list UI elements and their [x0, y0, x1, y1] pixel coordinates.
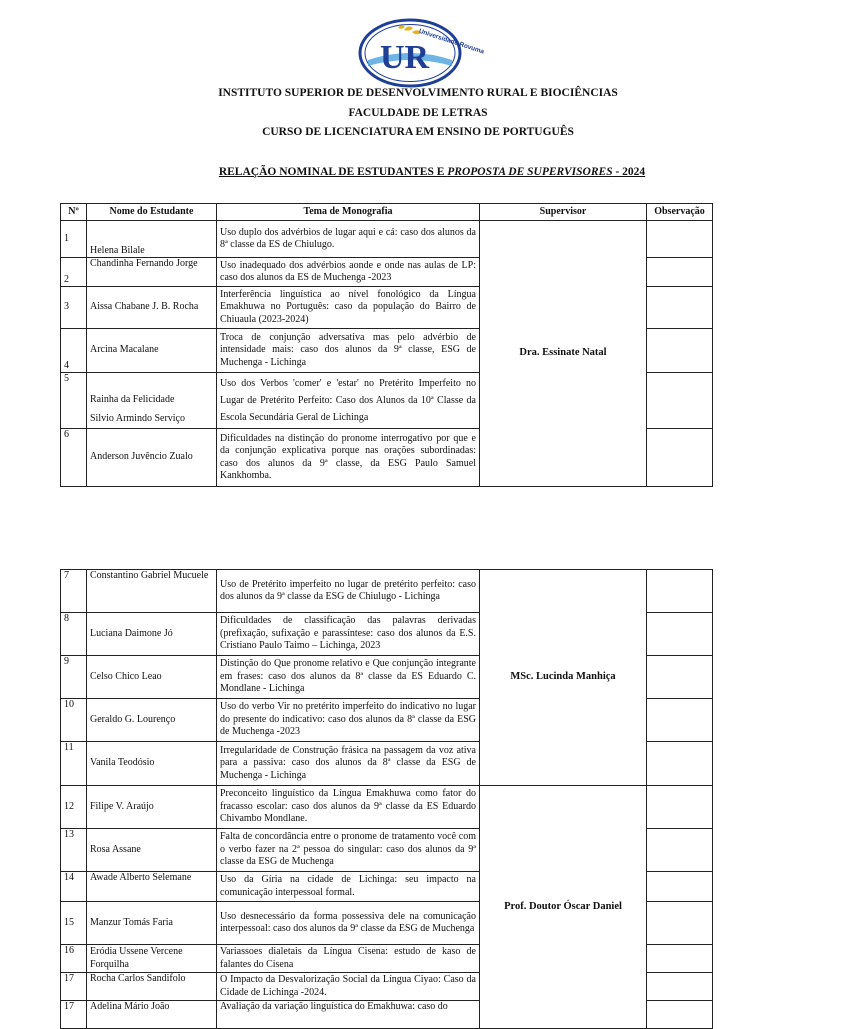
row-tema: O Impacto da Desvalorização Social da Língua Ciyao: Caso da Cidade de Lichinga -2024.	[217, 973, 480, 1001]
row-num: 7	[61, 570, 87, 613]
row-num: 3	[61, 287, 87, 329]
row-num: 17	[61, 1001, 87, 1029]
row-nome: Geraldo G. Lourenço	[87, 699, 217, 742]
row-nome: Celso Chico Leao	[87, 656, 217, 699]
observacao-cell	[647, 699, 713, 742]
row-num: 9	[61, 656, 87, 699]
row-tema: Uso do verbo Vir no pretérito imperfeito do indicativo no lugar do presente do indicativo: caso dos alunos da 8ª classe da ESG de Muchenga -2023	[217, 699, 480, 742]
row-tema: Uso da Gíria na cidade de Lichinga: seu impacto na comunicação interpessoal formal.	[217, 872, 480, 902]
observacao-cell	[647, 902, 713, 945]
col-observacao: Observação	[647, 204, 713, 221]
row-nome: Vanila Teodósio	[87, 742, 217, 786]
list-title	[0, 166, 864, 178]
observacao-cell	[647, 973, 713, 1001]
university-logo	[358, 18, 485, 88]
row-nome: Filipe V. Araújo	[87, 786, 217, 829]
row-tema: Distinção do Que pronome relativo e Que conjunção integrante em frases: caso dos alunos da 8ª classe da ES Eduardo C. Mondlane - Lichinga	[217, 656, 480, 699]
row-tema: Uso duplo dos advérbios de lugar aqui e cá: caso dos alunos da 8ª classe da ES de Chiulugo.	[217, 221, 480, 258]
row-nome: Helena Bilale	[87, 221, 217, 258]
supervisor-cell: Dra. Essinate Natal	[480, 221, 647, 487]
observacao-cell	[647, 786, 713, 829]
observacao-cell	[647, 329, 713, 373]
row-nome: Arcina Macalane	[87, 329, 217, 373]
row-num: 2	[61, 258, 87, 287]
row-num: 14	[61, 872, 87, 902]
row-tema: Avaliação da variação linguística do Emakhuwa: caso do	[217, 1001, 480, 1029]
row-num: 13	[61, 829, 87, 872]
course-name: CURSO DE LICENCIATURA EM ENSINO DE PORTUGUÊS	[262, 126, 574, 138]
row-nome: Rosa Assane	[87, 829, 217, 872]
col-nome: Nome do Estudante	[87, 204, 217, 221]
observacao-cell	[647, 656, 713, 699]
row-nome: Aissa Chabane J. B. Rocha	[87, 287, 217, 329]
row-tema: Uso inadequado dos advérbios aonde e onde nas aulas de LP: caso dos alunos da ES de Muchenga -2023	[217, 258, 480, 287]
row-num: 8	[61, 613, 87, 656]
table-row	[61, 570, 713, 613]
row-num: 6	[61, 429, 87, 487]
row-nome: Constantino Gabriel Mucuele	[87, 570, 217, 613]
row-tema: Preconceito linguístico da Língua Emakhuwa como fator do fracasso escolar: caso dos alunos da 9ª classe da ES Eduardo Chivambo Mondlane.	[217, 786, 480, 829]
row-num: 1	[61, 221, 87, 258]
observacao-cell	[647, 1001, 713, 1029]
supervisor-cell: Prof. Doutor Óscar Daniel	[480, 786, 647, 1029]
row-tema: Uso dos Verbos 'comer' e 'estar' no Pretérito Imperfeito no Lugar de Pretérito Perfeito: Caso dos Alunos da 10ª Classe da Escola Secundária Geral de Lichinga	[217, 373, 480, 429]
row-nome: Awade Alberto Selemane	[87, 872, 217, 902]
row-nome-cell	[87, 373, 217, 429]
row-tema: Dificuldades de classificação das palavras derivadas (prefixação, sufixação e parassíntese: caso dos alunos da E.S. Cristiano Paulo Taimo – Lichinga, 2023	[217, 613, 480, 656]
observacao-cell	[647, 742, 713, 786]
observacao-cell	[647, 872, 713, 902]
students-table-part-1	[60, 203, 713, 487]
row-nome: Rainha da Felicidade	[90, 394, 175, 405]
row-num: 12	[61, 786, 87, 829]
row-nome: Chandinha Fernando Jorge	[87, 258, 217, 287]
list-title-italic: PROPOSTA DE SUPERVISORES	[447, 166, 613, 178]
row-num: 10	[61, 699, 87, 742]
table-row	[61, 221, 713, 258]
row-num: 11	[61, 742, 87, 786]
col-tema: Tema de Monografia	[217, 204, 480, 221]
list-title-prefix: RELAÇÃO NOMINAL DE ESTUDANTES E	[218, 166, 448, 178]
observacao-cell	[647, 221, 713, 258]
observacao-cell	[647, 287, 713, 329]
row-tema: Interferência linguística ao nível fonológico da Língua Emakhuwa no Português: caso da população do Bairro de Chiuaula (2023-2024)	[217, 287, 480, 329]
row-num: 15	[61, 902, 87, 945]
supervisor-cell: MSc. Lucinda Manhiça	[480, 570, 647, 786]
row-nome: Rocha Carlos Sandifolo	[87, 973, 217, 1001]
students-table-part-2	[60, 569, 713, 1029]
row-num: 17	[61, 973, 87, 1001]
table-row	[61, 786, 713, 829]
row-nome: Adelina Mário João	[87, 1001, 217, 1029]
institute-name: INSTITUTO SUPERIOR DE DESENVOLVIMENTO RURAL E BIOCIÊNCIAS	[218, 87, 618, 99]
observacao-cell	[647, 258, 713, 287]
logo-text: Universidade Rovuma	[417, 27, 485, 56]
row-tema: Dificuldades na distinção do pronome interrogativo por que e da conjunção explicativa porque nas orações subordinadas: caso dos alunos da 9ª classe, da ESG Paulo Samuel Kankhomba.	[217, 429, 480, 487]
observacao-cell	[647, 570, 713, 613]
observacao-cell	[647, 429, 713, 487]
row-num: 4	[61, 329, 87, 373]
row-nome: Anderson Juvêncio Zualo	[87, 429, 217, 487]
row-tema: Uso desnecessário da forma possessiva dele na comunicação interpessoal: caso dos alunos da 9ª classe da ESG de Muchenga	[217, 902, 480, 945]
faculty-name: FACULDADE DE LETRAS	[348, 107, 488, 119]
row-tema: Troca de conjunção adversativa mas pelo advérbio de intensidade mais: caso dos alunos da 9ª classe, ESG de Muchenga - Lichinga	[217, 329, 480, 373]
observacao-cell	[647, 613, 713, 656]
row-nome-2: Silvio Armindo Serviço	[90, 413, 185, 424]
logo-initials: UR	[380, 39, 430, 76]
col-supervisor: Supervisor	[480, 204, 647, 221]
row-tema: Falta de concordância entre o pronome de tratamento você com o verbo fazer na 2ª pessoa do singular: caso dos alunos da 9ª classe da ESG de Muchenga	[217, 829, 480, 872]
list-title-suffix: - 2024	[612, 166, 646, 178]
row-tema: Irregularidade de Construção frásica na passagem da voz ativa para a passiva: caso dos alunos da 8ª classe da ESG de Muchenga - Lichinga	[217, 742, 480, 786]
row-num: 5	[61, 373, 87, 429]
observacao-cell	[647, 373, 713, 429]
observacao-cell	[647, 945, 713, 973]
row-nome: Eródia Ussene Vercene Forquilha	[87, 945, 217, 973]
row-tema: Uso de Pretérito imperfeito no lugar de pretérito perfeito: caso dos alunos da 9ª classe da ESG de Chiulugo - Lichinga	[217, 570, 480, 613]
table-header-row	[61, 204, 713, 221]
row-nome: Luciana Daimone Jó	[87, 613, 217, 656]
row-nome: Manzur Tomás Faria	[87, 902, 217, 945]
observacao-cell	[647, 829, 713, 872]
col-num: Nº	[61, 204, 87, 221]
row-num: 16	[61, 945, 87, 973]
row-tema: Variassoes dialetais da Língua Cisena: estudo de kaso de falantes do Cisena	[217, 945, 480, 973]
